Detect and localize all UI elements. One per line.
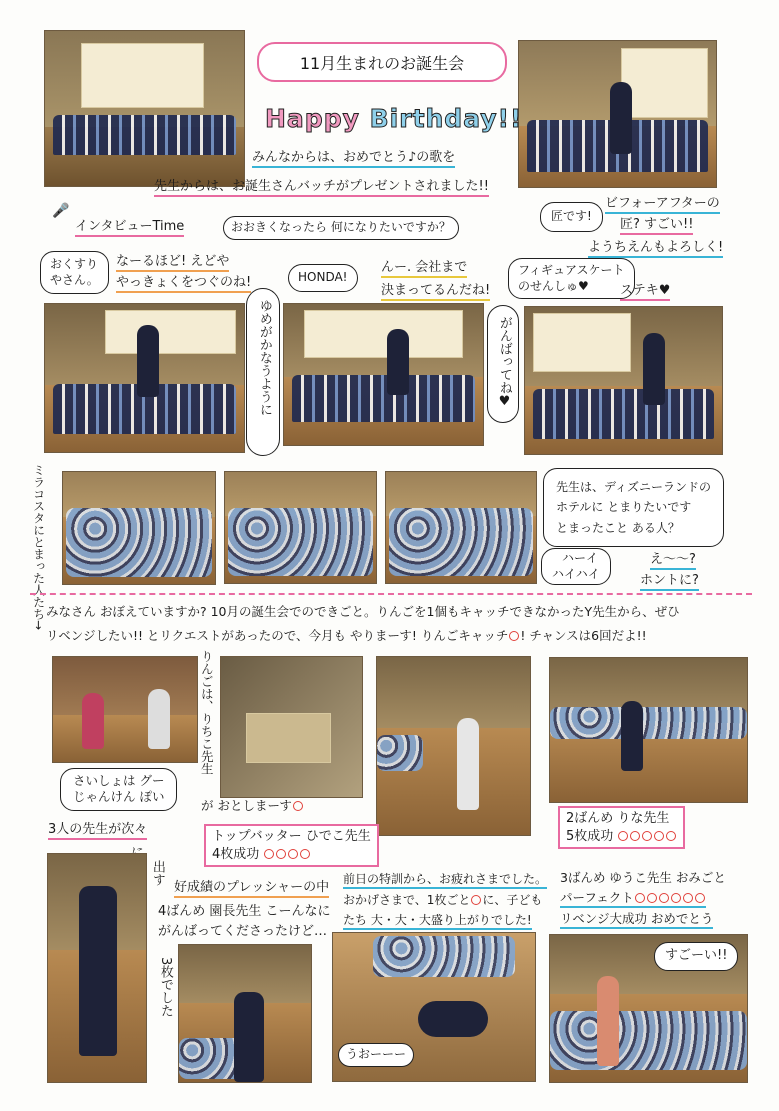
title-text: 11月生まれのお誕生会	[299, 53, 465, 73]
suteki-text: ステキ♥	[620, 283, 670, 301]
saisho-line-2: じゃんけん ぽい	[73, 789, 165, 805]
haihai-bubble	[541, 548, 611, 585]
apple-icon	[659, 893, 669, 903]
batter-count: 4枚成功	[212, 846, 260, 862]
apple-icon	[671, 893, 681, 903]
page-title	[257, 42, 507, 82]
honto-line-1: え〜〜?	[650, 552, 696, 570]
mic-icon: 🎤	[52, 203, 70, 219]
apple-icon	[683, 893, 693, 903]
header-line-1: みんなからは、おめでとう♪の歌を	[252, 150, 455, 168]
honto-line-2: ホントに?	[640, 573, 699, 591]
three-teachers-line: 3人の先生が次々	[48, 822, 147, 840]
apple-icon	[630, 831, 640, 841]
photo-hands-3	[385, 471, 537, 584]
takumi-bubble: 匠です!	[540, 202, 603, 232]
ganbatte-text: がんばってね♥	[496, 316, 512, 409]
photo-honda	[283, 303, 484, 446]
yume-text: ゆめがかなうように	[256, 299, 272, 416]
apple-icon	[647, 893, 657, 903]
apple-icon	[276, 849, 286, 859]
zenjitsu-line-3: に、子ども	[482, 893, 543, 907]
zenjitsu-line-2-wrap	[343, 893, 542, 908]
photo-hideko	[376, 656, 531, 836]
photo-teacher-badge	[518, 40, 717, 188]
honda-reply-line-2: 決まってるんだね!	[381, 283, 490, 301]
photo-hands-2	[224, 471, 377, 584]
honda-bubble: HONDA!	[288, 264, 358, 292]
apple-icon	[509, 631, 519, 641]
photo-kocho-catch	[178, 944, 312, 1083]
zenjitsu-line-2: おかげさまで、1枚ごと	[343, 893, 471, 907]
yume-bubble	[246, 288, 280, 456]
yuko-line-2-wrap	[560, 890, 706, 908]
photo-okusuri	[44, 303, 245, 453]
saisho-bubble	[60, 768, 177, 811]
ganbatte-bubble	[487, 305, 519, 423]
before-after-line-3: ようちえんもよろしく!	[588, 240, 723, 258]
disney-line-2: ホテルに とまりたいです	[556, 500, 692, 515]
apple-icon	[666, 831, 676, 841]
birthday-word: Birthday!!	[369, 104, 523, 133]
haihai-line-1: ハーイ	[562, 551, 599, 565]
sugoi-bubble: すごーい!!	[654, 942, 738, 971]
sanmai-text: 3枚でした	[157, 957, 173, 1018]
photo-figure-skate	[524, 306, 723, 455]
mirakosta-label: ミラコスタにとまった人たち→	[31, 464, 46, 631]
interview-question: おおきくなったら 何になりたいですか？	[223, 216, 459, 240]
saisho-line-1: さいしょは グー	[73, 773, 165, 788]
batter-line-1: トップバッター ひでこ先生	[212, 829, 371, 844]
apple-icon	[264, 849, 274, 859]
happy-birthday-heading	[265, 104, 522, 133]
apple-intro-line-3: ! チャンスは6回だよ!!	[520, 628, 647, 643]
haihai-line-2: ハイハイ	[552, 566, 600, 581]
figure-line-1: フィギュアスケート	[518, 263, 625, 277]
photo-kocho	[47, 853, 147, 1083]
apple-icon	[288, 849, 298, 859]
apple-icon	[654, 831, 664, 841]
apple-icon	[635, 893, 645, 903]
uo-bubble: うおーーー	[338, 1043, 414, 1067]
okusuri-bubble	[40, 251, 109, 294]
header-line-2: 先生からは、お誕生さんバッチがプレゼントされました!!	[154, 179, 489, 197]
naruhodo-line-1: なーるほど! えどや	[116, 254, 229, 272]
figure-line-2: のせんしゅ♥	[518, 278, 589, 293]
apple-intro-line-1: みなさん おぼえていますか? 10月の誕生会でのできごと。りんごを1個もキャッチできなかったY先生から、ぜひ	[46, 604, 680, 619]
rina-line-1: 2ばんめ りな先生	[566, 811, 670, 826]
photo-window	[220, 656, 363, 798]
photo-rina	[549, 657, 748, 803]
apple-icon	[695, 893, 705, 903]
batter-box	[204, 824, 379, 867]
apple-icon	[471, 895, 481, 905]
zenjitsu-line-4: たち 大・大・大盛り上がりでした!	[343, 913, 532, 930]
zenjitsu-line-1: 前日の特訓から、お疲れさまでした。	[343, 872, 547, 889]
apple-intro-line-2: リベンジしたい!! とリクエストがあったので、今月も やりまーす! りんごキャッチ	[46, 628, 509, 643]
yuko-line-3: リベンジ大成功 おめでとう	[560, 911, 713, 929]
honda-reply-line-1: んー. 会社まで	[381, 260, 467, 278]
otoshi-label: が おとしまーす	[201, 798, 292, 813]
rina-line-2	[566, 828, 677, 846]
kocho-line-1: 好成績のプレッシャーの中	[174, 880, 329, 898]
rina-count: 5枚成功	[566, 828, 614, 844]
apple-intro-line-2-wrap	[46, 628, 647, 644]
before-after-line-1: ビフォーアフターの	[605, 196, 720, 214]
naruhodo-line-2: やっきょくをつぐのね!	[116, 275, 251, 293]
photo-stage-group	[44, 30, 245, 187]
apple-icon	[300, 849, 310, 859]
figure-skate-bubble	[508, 258, 635, 299]
rina-box	[558, 806, 685, 849]
kocho-line-2: 4ばんめ 園長先生 こーんなに	[158, 904, 331, 919]
apple-icon	[618, 831, 628, 841]
photo-janken	[52, 656, 198, 763]
yuko-line-1: 3ばんめ ゆうこ先生 おみごと	[560, 870, 726, 885]
okusuri-line-1: おくすり	[50, 257, 99, 271]
happy-word: Happy	[265, 104, 360, 133]
ringo-vertical: りんごは、りちこ先生	[199, 650, 215, 775]
section-divider	[30, 593, 752, 595]
photo-hands-1	[62, 471, 216, 585]
otoshi-text	[201, 798, 304, 814]
before-after-line-2: 匠? すごい!!	[620, 217, 693, 235]
dasu-text: 出す	[149, 860, 165, 886]
apple-icon	[642, 831, 652, 841]
disney-line-1: 先生は、ディズニーランドの	[556, 480, 712, 494]
interview-label: インタビューTime	[75, 219, 184, 237]
disney-line-3: とまったこと ある人？	[556, 520, 680, 535]
apple-icon	[293, 801, 303, 811]
okusuri-line-2: やさん。	[50, 272, 99, 287]
disney-bubble	[543, 468, 724, 547]
yuko-line-2: パーフェクト	[560, 890, 634, 905]
kocho-line-3: がんばってくださったけど…	[158, 924, 328, 939]
batter-line-2	[212, 846, 371, 864]
